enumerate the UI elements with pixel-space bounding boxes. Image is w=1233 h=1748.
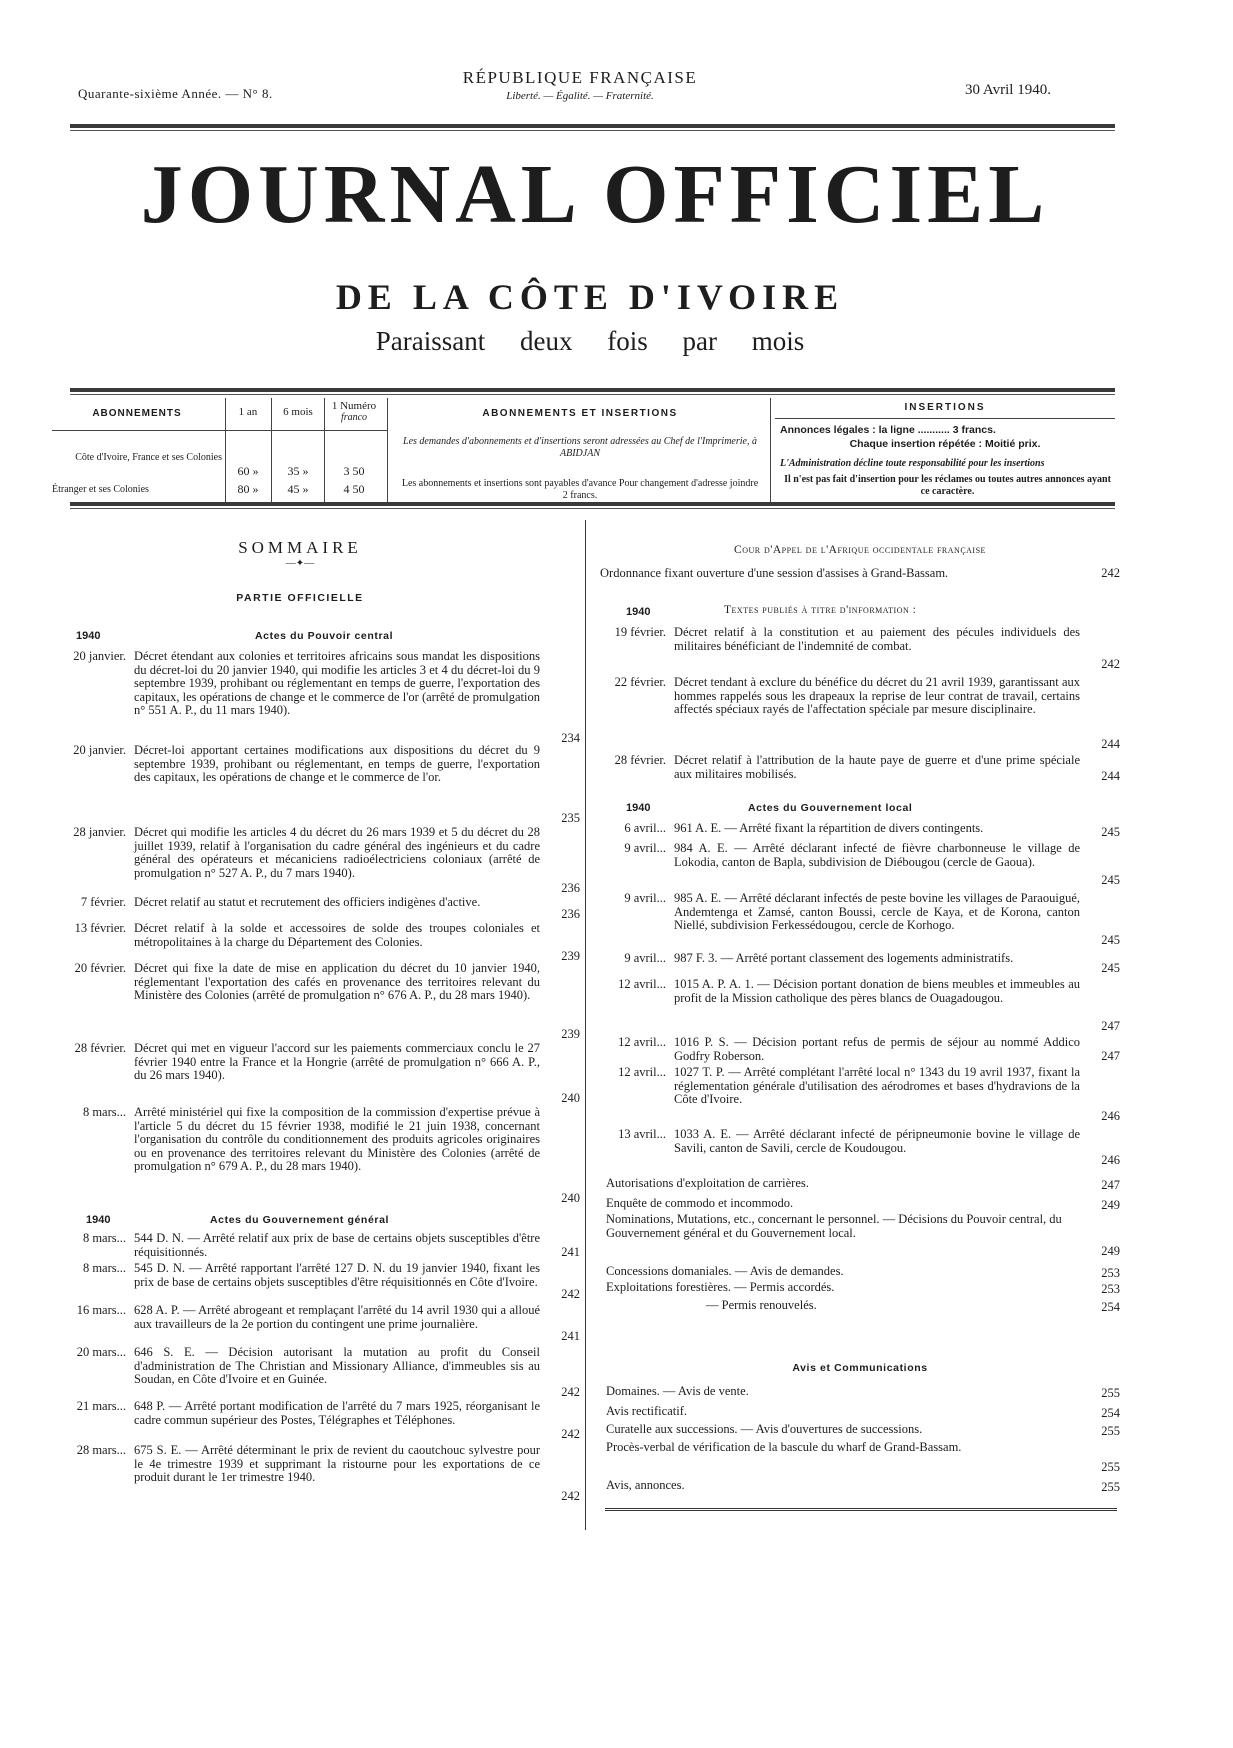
entry-date: 20 mars... <box>76 1345 126 1359</box>
summary-entry <box>52 1262 580 1302</box>
entry-date: 20 janvier. <box>73 743 126 757</box>
entry-date: 8 mars... <box>82 1105 126 1119</box>
summary-entry <box>606 1478 1120 1494</box>
entry-text: 1015 A. P. A. 1. — Décision portant donation de biens meubles et immeubles au profit de la Mission catholique des pères blancs de Ouagadougou. <box>674 977 1080 1005</box>
abonnements-heading: ABONNEMENTS <box>92 408 182 419</box>
section-gouvernement-general: Actes du Gouvernement général <box>210 1214 390 1226</box>
summary-entry <box>606 1422 1120 1438</box>
entry-text: 984 A. E. — Arrêté déclarant infecté de fièvre charbonneuse le village de Lokodia, canton de Bapla, subdivision de Diébougou (cercle de Gaoua). <box>674 841 1080 869</box>
entry-text: Décret étendant aux colonies et territoires africains sous mandat les dispositions du décret-loi du 20 janvier 1940, qui modifie les articles 3 et 4 du décret-loi du 9 septembre 1939, prohibant ou réglementant en temps de guerre, l'exportation des capitaux, les opérations de change et le commerce de l'or (arrêté de promulgation n° 551 A. P., du 11 mars 1940). <box>134 649 540 717</box>
entry-page: 254 <box>1101 1406 1120 1420</box>
entry-text: Décret qui met en vigueur l'accord sur les paiements commerciaux conclu le 27 février 1940 entre la France et la Hongrie (arrêté de promulgation n° 666 A. P., du 26 mars 1940). <box>134 1041 540 1082</box>
entry-date: 28 février. <box>74 1041 126 1055</box>
summary-entry <box>592 842 1120 888</box>
summary-entry <box>592 626 1120 672</box>
entry-text: Concessions domaniales. — Avis de demandes. <box>606 1264 844 1278</box>
col-6mois: 6 mois <box>283 406 313 418</box>
entry-text: Décret tendant à exclure du bénéfice du décret du 21 avril 1939, garantissant aux hommes rappelés sous les drapeaux la reprise de leur contrat de travail, certains affectés spéciaux rayés de l'affectation spéciale par mesure disciplinaire. <box>674 675 1080 716</box>
entry-page: 234 <box>561 731 580 745</box>
summary-entry <box>592 1066 1120 1124</box>
entry-date: 8 mars... <box>82 1231 126 1245</box>
entry-text: Décret relatif à la solde et accessoires de solde des troupes coloniales et métropolitaines à la charge du Département des Colonies. <box>134 921 540 949</box>
summary-entry <box>606 1280 1120 1296</box>
entry-text: Décret relatif au statut et recrutement des officiers indigènes d'active. <box>134 895 481 909</box>
masthead-rule-top <box>70 124 1115 131</box>
summary-entry <box>52 744 580 826</box>
entry-date: 21 mars... <box>76 1399 126 1413</box>
abonnements-address: Les demandes d'abonnements et d'insertions seront adressées au Chef de l'Imprimerie, à ABIDJAN <box>403 436 757 459</box>
col-1an: 1 an <box>238 406 258 418</box>
ordonnance-entry: Ordonnance fixant ouverture d'une session d'assises à Grand-Bassam. 242 <box>600 566 1120 580</box>
entry-page: 244 <box>1101 769 1120 783</box>
summary-entry <box>52 1106 580 1206</box>
entry-page: 240 <box>561 1191 580 1205</box>
summary-entry <box>592 1036 1120 1064</box>
entry-text: 545 D. N. — Arrêté rapportant l'arrêté 127 D. N. du 19 janvier 1940, fixant les prix de base de certains objets susceptibles d'être réquisitionnés en Côte d'Ivoire. <box>134 1261 540 1289</box>
entry-date: 9 avril... <box>624 891 666 905</box>
entry-page: 242 <box>1101 657 1120 671</box>
summary-entry <box>52 1232 580 1260</box>
entry-text: Avis, annonces. <box>606 1478 685 1492</box>
journal-subtitle: DE LA CÔTE D'IVOIRE <box>335 277 845 317</box>
entry-date: 12 avril... <box>618 1035 666 1049</box>
col-numero-franco: franco <box>340 412 368 423</box>
entry-date: 12 avril... <box>618 1065 666 1079</box>
entry-date: 9 avril... <box>624 951 666 965</box>
subscription-rule-top <box>70 388 1115 395</box>
row1-6mois: 35 » <box>287 464 309 478</box>
entry-page: 240 <box>561 1091 580 1105</box>
row1-label: Côte d'Ivoire, France et ses Colonies <box>75 452 222 463</box>
insertions-disclaimer: L'Administration décline toute responsabilité pour les insertions <box>780 458 1045 469</box>
avis-heading: Avis et Communications <box>792 1362 928 1374</box>
entry-text: Nominations, Mutations, etc., concernant le personnel. — Décisions du Pouvoir central, du Gouvernement général et du Gouvernement local. <box>606 1212 1062 1240</box>
summary-entry <box>606 1212 1120 1258</box>
summary-entry <box>592 952 1120 976</box>
entry-date: 22 février. <box>614 675 666 689</box>
entry-text: 1033 A. E. — Arrêté déclarant infecté de péripneumonie bovine le village de Savili, canton de Savili, cercle de Koudougou. <box>674 1127 1080 1155</box>
entry-date: 13 février. <box>74 921 126 935</box>
entry-page: 247 <box>1101 1178 1120 1192</box>
column-divider <box>585 520 586 1530</box>
summary-entry <box>52 922 580 964</box>
entry-page: 249 <box>1101 1198 1120 1212</box>
summary-entry <box>606 1298 1120 1314</box>
entry-page: 236 <box>561 881 580 895</box>
year-1940: 1940 <box>86 1214 111 1226</box>
entry-page: 254 <box>1101 1300 1120 1314</box>
summary-entry <box>592 978 1120 1034</box>
summary-entry <box>606 1440 1120 1474</box>
entry-page: 242 <box>561 1427 580 1441</box>
subscription-rule-bottom <box>70 502 1115 509</box>
entry-page: 242 <box>561 1489 580 1503</box>
entry-page: 245 <box>1101 933 1120 947</box>
entry-date: 28 mars... <box>76 1443 126 1457</box>
entry-text: Procès-verbal de vérification de la bascule du wharf de Grand-Bassam. <box>606 1440 962 1454</box>
abonnements-payment: Les abonnements et insertions sont payables d'avance Pour changement d'adresse joindre 2 francs. <box>401 478 759 501</box>
col-numero: 1 Numéro <box>331 400 377 412</box>
republic-motto: Liberté. — Égalité. — Fraternité. <box>506 90 654 102</box>
entry-page: 244 <box>1101 737 1120 751</box>
entry-text: Décret relatif à l'attribution de la haute paye de guerre et d'une prime spéciale aux militaires mobilisés. <box>674 753 1080 781</box>
entry-page: 245 <box>1101 873 1120 887</box>
row2-1an: 80 » <box>237 482 259 496</box>
sommaire-ornament: —✦— <box>285 558 315 569</box>
entry-page: 239 <box>561 949 580 963</box>
entry-page: 241 <box>561 1329 580 1343</box>
entry-page: 255 <box>1101 1460 1120 1474</box>
entry-text: Enquête de commodo et incommodo. <box>606 1196 794 1210</box>
entry-page: 242 <box>561 1287 580 1301</box>
entry-date: 16 mars... <box>76 1303 126 1317</box>
issue-number: Quarante-sixième Année. — N° 8. <box>78 86 273 101</box>
summary-entry <box>52 896 580 922</box>
entry-page: 235 <box>561 811 580 825</box>
entry-date: 19 février. <box>614 625 666 639</box>
entry-page: 255 <box>1101 1424 1120 1438</box>
entry-date: 9 avril... <box>624 841 666 855</box>
entry-date: 6 avril... <box>624 821 666 835</box>
entry-page: 247 <box>1101 1049 1120 1063</box>
entry-date: 28 février. <box>614 753 666 767</box>
entry-date: 12 avril... <box>618 977 666 991</box>
insertions-note: Il n'est pas fait d'insertion pour les réclames ou toutes autres annonces ayant ce caractère. <box>784 474 1111 497</box>
section-pouvoir-central: Actes du Pouvoir central <box>255 630 394 642</box>
summary-entry <box>606 1384 1120 1400</box>
year-1940: 1940 <box>626 802 651 814</box>
entry-date: 20 février. <box>74 961 126 975</box>
summary-entry <box>52 650 580 746</box>
summary-entry <box>52 1346 580 1400</box>
abonnements-insertions-heading: ABONNEMENTS ET INSERTIONS <box>482 408 678 419</box>
entry-page: 245 <box>1101 825 1120 839</box>
entry-text: Arrêté ministériel qui fixe la composition de la commission d'expertise prévue à l'article 5 du décret du 15 février 1938, modifié le 21 juin 1938, concernant l'organisation du contrôle du conditionnement des produits agricoles originaires ou en provenance des territoires relevant du Ministère des Colonies (arrêté de promulgation n° 679 A. P., du 28 mars 1940). <box>134 1105 540 1173</box>
partie-officielle: PARTIE OFFICIELLE <box>236 592 364 604</box>
summary-entry <box>52 962 580 1042</box>
entry-page: 255 <box>1101 1386 1120 1400</box>
row1-1an: 60 » <box>237 464 259 478</box>
entry-page: 241 <box>561 1245 580 1259</box>
entry-text: Décret-loi apportant certaines modifications aux dispositions du décret du 9 septembre 1939, prohibant ou réglementant, en temps de guerre, l'exportation des capitaux, les opérations de change et le commerce de l'or. <box>134 743 540 784</box>
entry-page: 242 <box>561 1385 580 1399</box>
entry-text: Curatelle aux successions. — Avis d'ouvertures de successions. <box>606 1422 923 1436</box>
entry-text: 1027 T. P. — Arrêté complétant l'arrêté local n° 1343 du 19 avril 1937, fixant la réglementation générale d'utilisation des aérodromes et bases d'hydravions de la Côte d'Ivoire. <box>674 1065 1080 1106</box>
summary-entry <box>592 1128 1120 1168</box>
row2-label: Étranger et ses Colonies <box>52 484 149 495</box>
entry-text: 648 P. — Arrêté portant modification de l'arrêté du 7 mars 1925, réorganisant le cadre commun supérieur des Postes, Télégraphes et Téléphones. <box>134 1399 540 1427</box>
entry-text: 987 F. 3. — Arrêté portant classement des logements administratifs. <box>674 951 1014 965</box>
year-1940: 1940 <box>626 606 651 618</box>
summary-entry <box>52 1400 580 1442</box>
entry-date: 13 avril... <box>618 1127 666 1141</box>
journal-title: JOURNAL OFFICIEL <box>140 148 1050 241</box>
entry-page: 245 <box>1101 961 1120 975</box>
entry-text: 1016 P. S. — Décision portant refus de permis de séjour au nommé Addico Godfry Roberson. <box>674 1035 1080 1063</box>
entry-page: 247 <box>1101 1019 1120 1033</box>
entry-text: 675 S. E. — Arrêté déterminant le prix de revient du caoutchouc sylvestre pour le 4e trimestre 1939 et supprimant la ristourne pour les exportations de ce produit durant le 1er trimestre 1940. <box>134 1443 540 1484</box>
entry-text: 544 D. N. — Arrêté relatif aux prix de base de certains objets susceptibles d'être réquisitionnés. <box>134 1231 540 1259</box>
entry-page: 239 <box>561 1027 580 1041</box>
entry-text: Décret qui fixe la date de mise en application du décret du 10 janvier 1940, réglementant l'exportation des cafés en provenance des territoires relevant du Ministère des Colonies (arrêté de promulgation n° 676 A. P., du 28 mars 1940). <box>134 961 540 1002</box>
summary-entry <box>52 1042 580 1106</box>
entry-text: 646 S. E. — Décision autorisant la mutation au profit du Conseil d'administration de The Christian and Missionary Alliance, d'immeubles sis au Soudan, en Côte d'Ivoire et en Guinée. <box>134 1345 540 1386</box>
entry-page: 253 <box>1101 1266 1120 1280</box>
entry-date: 20 janvier. <box>73 649 126 663</box>
section-gouvernement-local: Actes du Gouvernement local <box>748 802 913 814</box>
republic-heading: RÉPUBLIQUE FRANÇAISE <box>462 68 698 87</box>
row2-numero: 4 50 <box>343 482 365 496</box>
summary-entry <box>592 676 1120 752</box>
entry-page: 249 <box>1101 1244 1120 1258</box>
entry-text: 961 A. E. — Arrêté fixant la répartition de divers contingents. <box>674 821 984 835</box>
entry-text: Domaines. — Avis de vente. <box>606 1384 749 1398</box>
entry-text: Décret qui modifie les articles 4 du décret du 26 mars 1939 et 5 du décret du 28 juillet 1939, relatif à l'organisation du cadre général des ingénieurs et du cadre général des opérateurs et mécaniciens radioélectriciens coloniaux (arrêté de promulgation n° 527 A. P., du 7 mars 1940). <box>134 825 540 880</box>
cour-appel-heading: Cour d'Appel de l'Afrique occidentale française <box>734 544 986 556</box>
entry-text: Autorisations d'exploitation de carrières. <box>606 1176 809 1190</box>
insertions-price: Annonces légales : la ligne ........... 3 francs. <box>780 424 996 436</box>
summary-entry <box>606 1404 1120 1420</box>
entry-page: 255 <box>1101 1480 1120 1494</box>
summary-entry <box>606 1264 1120 1280</box>
entry-text: Exploitations forestières. — Permis accordés. <box>606 1280 835 1294</box>
end-rule <box>605 1508 1117 1511</box>
year-1940: 1940 <box>76 630 101 642</box>
entry-text: Décret relatif à la constitution et au paiement des pécules individuels des militaires bénéficiant de l'indemnité de combat. <box>674 625 1080 653</box>
entry-date: 28 janvier. <box>73 825 126 839</box>
summary-entry <box>52 826 580 896</box>
summary-entry <box>606 1196 1120 1212</box>
summary-entry <box>592 822 1120 840</box>
row2-6mois: 45 » <box>287 482 309 496</box>
entry-page: 246 <box>1101 1109 1120 1123</box>
insertions-repeat: Chaque insertion répétée : Moitié prix. <box>849 438 1041 450</box>
entry-page: 253 <box>1101 1282 1120 1296</box>
entry-text: — Permis renouvelés. <box>706 1298 817 1312</box>
entry-text: Avis rectificatif. <box>606 1404 687 1418</box>
summary-entry <box>52 1444 580 1504</box>
issue-date: 30 Avril 1940. <box>965 82 1051 98</box>
insertions-heading: INSERTIONS <box>904 402 986 413</box>
entry-text: 628 A. P. — Arrêté abrogeant et remplaçant l'arrêté du 14 avril 1930 qui a alloué aux travailleurs de la 2e portion du contingent une prime journalière. <box>134 1303 540 1331</box>
entry-date: 7 février. <box>80 895 126 909</box>
summary-entry <box>592 754 1120 784</box>
entry-text: 985 A. E. — Arrêté déclarant infectés de peste bovine les villages de Paraouigué, Andemtenga et Zamsé, canton Boussi, cercle de Kaya, et de Korona, canton Niellé, subdivision Ferkessédougou, cercle de Korhogo. <box>674 891 1080 932</box>
entry-page: 236 <box>561 907 580 921</box>
section-textes-information: Textes publiés à titre d'information : <box>724 604 917 616</box>
entry-page: 246 <box>1101 1153 1120 1167</box>
entry-date: 8 mars... <box>82 1261 126 1275</box>
row1-numero: 3 50 <box>343 464 365 478</box>
sommaire-heading: SOMMAIRE <box>238 538 362 557</box>
summary-entry <box>606 1176 1120 1192</box>
summary-entry <box>52 1304 580 1344</box>
journal-frequency: Paraissant deux fois par mois <box>375 326 805 356</box>
summary-entry <box>592 892 1120 948</box>
